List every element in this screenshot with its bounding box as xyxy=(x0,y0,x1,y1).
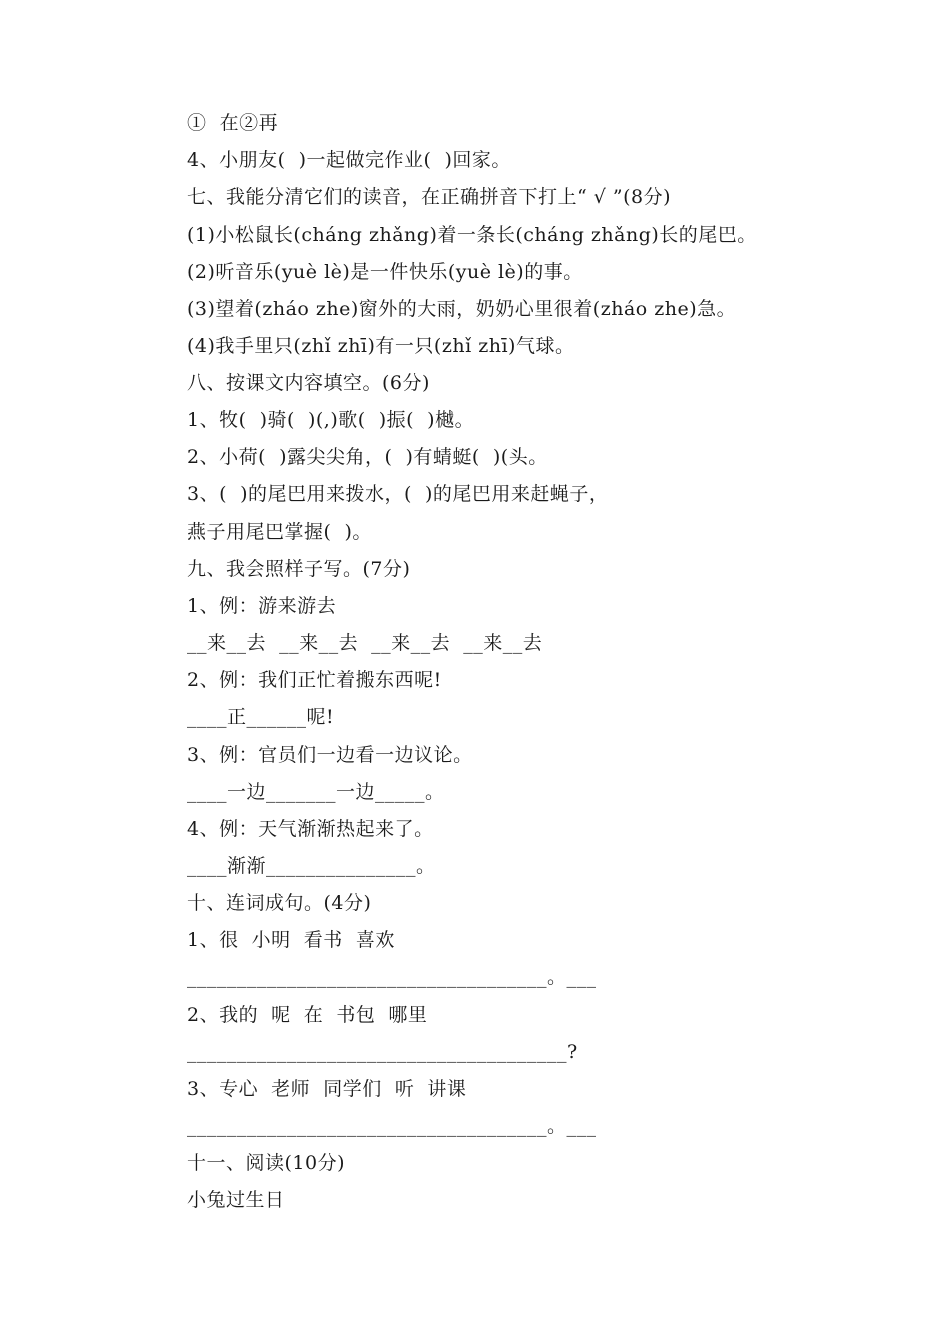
text-line-27: 3、专心 老师 同学们 听 讲课 xyxy=(187,1078,467,1100)
text-line-5: (2)听音乐(yuè lè)是一件快乐(yuè lè)的事。 xyxy=(187,261,583,283)
text-line-25: 2、我的 呢 在 书包 哪里 xyxy=(187,1004,428,1026)
text-line-12: 燕子用尾巴掌握( )。 xyxy=(187,521,372,543)
text-line-9: 1、牧( )骑( )(,)歌( )振( )樾。 xyxy=(187,409,475,431)
text-line-21: ____渐渐_______________。 xyxy=(187,855,436,877)
section-seven-heading: 七、我能分清它们的读音，在正确拼音下打上“ √ ”(8分) xyxy=(187,186,672,208)
section-ten-heading: 十、连词成句。(4分) xyxy=(187,892,372,914)
text-line-19: ____一边_______一边_____。 xyxy=(187,781,445,803)
text-line-16: 2、例：我们正忙着搬东西呢! xyxy=(187,669,442,691)
text-line-14: 1、例：游来游去 xyxy=(187,595,337,617)
text-line-4: (1)小松鼠长(cháng zhǎng)着一条长(cháng zhǎng)长的尾巴。 xyxy=(187,224,757,246)
section-eight-heading: 八、按课文内容填空。(6分) xyxy=(187,372,430,394)
text-line-18: 3、例：官员们一边看一边议论。 xyxy=(187,744,473,766)
section-eleven-heading: 十一、阅读(10分) xyxy=(187,1152,346,1174)
answer-line-2: ______________________________________? xyxy=(187,1041,578,1063)
reading-title: 小兔过生日 xyxy=(187,1189,285,1211)
text-line-10: 2、小荷( )露尖尖角，( )有蜻蜓( )(头。 xyxy=(187,446,548,468)
answer-line-3: ____________________________________。___ xyxy=(187,1115,597,1137)
answer-line-1: ____________________________________。___ xyxy=(187,966,597,988)
text-line-11: 3、( )的尾巴用来拨水，( )的尾巴用来赶蝇子， xyxy=(187,483,609,505)
text-line-7: (4)我手里只(zhǐ zhī)有一只(zhǐ zhī)气球。 xyxy=(187,335,575,357)
text-line-15: __来__去 __来__去 __来__去 __来__去 xyxy=(187,632,543,654)
text-line-20: 4、例：天气渐渐热起来了。 xyxy=(187,818,434,840)
text-line-1: ① 在②再 xyxy=(187,112,279,134)
text-line-23: 1、很 小明 看书 喜欢 xyxy=(187,929,395,951)
text-line-17: ____正______呢! xyxy=(187,706,335,728)
text-line-2: 4、小朋友( )一起做完作业( )回家。 xyxy=(187,149,511,171)
text-line-6: (3)望着(zháo zhe)窗外的大雨，奶奶心里很着(zháo zhe)急。 xyxy=(187,298,737,320)
section-nine-heading: 九、我会照样子写。(7分) xyxy=(187,558,411,580)
